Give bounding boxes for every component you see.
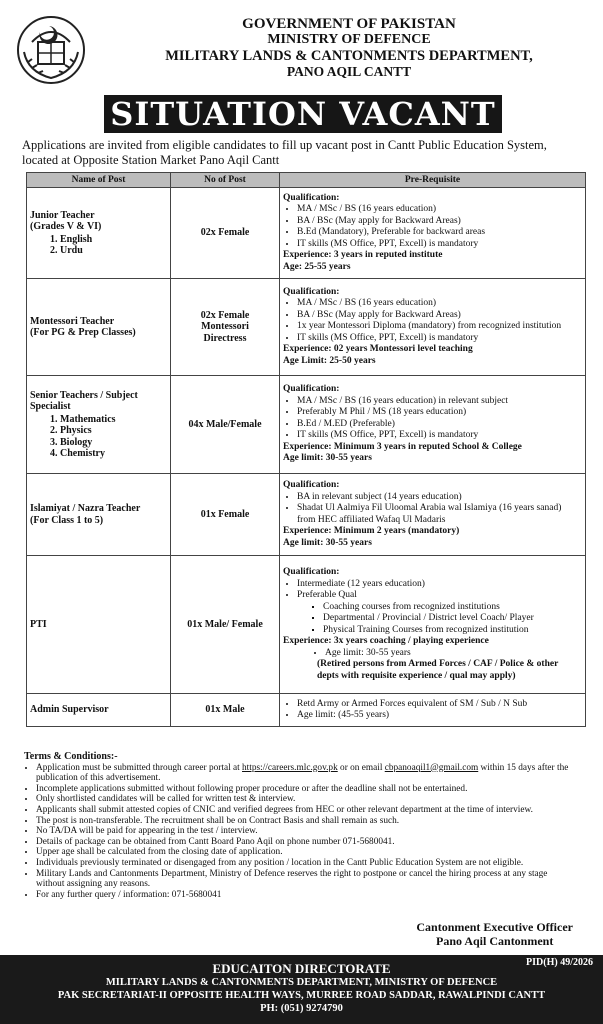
government-emblem-icon bbox=[14, 12, 88, 86]
terms-item: • Details of package can be obtained from Cantt Board Pano Aqil on phone number 071-5680041. bbox=[36, 837, 586, 848]
careers-portal-link[interactable]: https://careers.mlc.gov.pk bbox=[242, 762, 338, 773]
preferable-item: ▪ Coaching courses from recognized institutions bbox=[323, 602, 582, 614]
intro-line: Applications are invited from eligible candidates to fill up vacant post in Cantt Public Education System, bbox=[22, 138, 547, 152]
experience-text: Experience: 02 years Montessori level teaching bbox=[283, 344, 473, 355]
intro-line: located at Opposite Station Market Pano Aqil Cantt bbox=[22, 153, 280, 167]
email-link[interactable]: cbpanoaqil1@gmail.com bbox=[384, 762, 479, 773]
age-list bbox=[283, 648, 582, 660]
qualification-item: • BA in relevant subject (14 years education) bbox=[297, 492, 582, 504]
prerequisite-cell bbox=[280, 279, 586, 376]
post-grade: (Grades V & VI) bbox=[30, 221, 102, 232]
no-of-posts: 01x Male bbox=[205, 704, 245, 716]
qualification-list bbox=[283, 699, 582, 722]
subject-item: 2. Urdu bbox=[50, 245, 83, 256]
qualification-label: Qualification: bbox=[283, 192, 340, 203]
post-name: Junior Teacher bbox=[30, 209, 95, 221]
qualification-item: • MA / MSc / BS (16 years education) in relevant subject bbox=[297, 396, 582, 408]
footer-department: MILITARY LANDS & CANTONMENTS DEPARTMENT, MINISTRY OF DEFENCE bbox=[105, 977, 498, 988]
subject-list bbox=[30, 234, 167, 257]
terms-item: • Incomplete applications submitted without following proper procedure or after the deadline shall not be entertained. bbox=[36, 784, 586, 795]
no-of-posts-cell bbox=[171, 474, 280, 556]
no-of-posts: Directress bbox=[203, 332, 247, 344]
post-grade: (For PG & Prep Classes) bbox=[30, 327, 136, 338]
age-note: (Retired persons from Armed Forces / CAF / Police & other depts with requisite experience / qual may apply) bbox=[317, 659, 559, 681]
qualification-item: • IT skills (MS Office, PPT, Excell) is mandatory bbox=[297, 430, 582, 442]
age-item: • Age limit: 30-55 years bbox=[325, 648, 582, 660]
terms-item bbox=[36, 763, 586, 784]
table-row bbox=[27, 474, 586, 556]
qualification-item: • BA / BSc (May apply for Backward Areas) bbox=[297, 216, 582, 228]
age-text: Age limit: 30-55 years bbox=[283, 537, 372, 548]
subject-list bbox=[30, 414, 167, 460]
qualification-list bbox=[283, 298, 582, 344]
qualification-item: • Preferable Qual bbox=[297, 590, 582, 602]
qualification-list bbox=[283, 204, 582, 250]
qualification-item: • Intermediate (12 years education) bbox=[297, 579, 582, 591]
no-of-posts-cell bbox=[171, 694, 280, 727]
experience-text: Experience: Minimum 2 years (mandatory) bbox=[283, 526, 460, 536]
post-grade: (For Class 1 to 5) bbox=[30, 514, 104, 526]
no-of-posts-cell bbox=[171, 376, 280, 474]
terms-text: or on email bbox=[337, 762, 385, 773]
qualification-item: • IT skills (MS Office, PPT, Excell) is mandatory bbox=[297, 333, 582, 345]
post-name-cell bbox=[27, 279, 171, 376]
post-name-cell bbox=[27, 188, 171, 279]
post-name: Montessori Teacher bbox=[30, 315, 115, 327]
prerequisite-cell bbox=[280, 556, 586, 694]
no-of-posts: 04x Male/Female bbox=[188, 418, 262, 430]
qualification-item: • 1x year Montessori Diploma (mandatory) from recognized institution bbox=[297, 321, 582, 333]
age-text: Age Limit: 25-50 years bbox=[283, 355, 376, 366]
post-name: Admin Supervisor bbox=[30, 704, 109, 716]
column-header-nos: No of Post bbox=[171, 173, 280, 188]
org-line-location: PANO AQIL CANTT bbox=[286, 64, 412, 79]
subject-item: 2. Physics bbox=[50, 425, 92, 436]
qualification-item: • B.Ed / M.ED (Preferable) bbox=[297, 419, 582, 431]
signatory-title: Cantonment Executive Officer bbox=[416, 920, 573, 934]
qualification-item: • BA / BSc (May apply for Backward Areas) bbox=[297, 310, 582, 322]
ad-header bbox=[0, 2, 603, 94]
table-row bbox=[27, 556, 586, 694]
prerequisite-cell bbox=[280, 474, 586, 556]
footer-address: PAK SECRETARIAT-II OPPOSITE HEALTH WAYS, MURREE ROAD SADDAR, RAWALPINDI CANTT bbox=[57, 990, 546, 1001]
qualification-label: Qualification: bbox=[283, 567, 340, 577]
post-name-cell bbox=[27, 376, 171, 474]
post-name: Islamiyat / Nazra Teacher bbox=[30, 503, 141, 514]
preferable-item: ▪ Departmental / Provincial / District level Coach/ Player bbox=[323, 613, 582, 625]
prerequisite-cell bbox=[280, 188, 586, 279]
post-name-cell bbox=[27, 556, 171, 694]
column-header-post: Name of Post bbox=[27, 173, 171, 188]
terms-text: within 15 days after the publication of this advertisement. bbox=[36, 762, 569, 784]
org-line-ministry: MINISTRY OF DEFENCE bbox=[267, 32, 431, 47]
terms-item: • For any further query / information: 071-5680041 bbox=[36, 890, 586, 901]
table-row bbox=[27, 376, 586, 474]
qualification-label: Qualification: bbox=[283, 480, 340, 490]
org-line-department: MILITARY LANDS & CANTONMENTS DEPARTMENT, bbox=[165, 48, 533, 64]
post-name: Senior Teachers / Subject bbox=[30, 389, 138, 401]
qualification-list bbox=[283, 579, 582, 602]
qualification-item: • Shadat Ul Aalmiya Fil Uloomal Arabia wal Islamiya (16 years sanad) from HEC affiliated Wafaq Ul Madaris bbox=[297, 503, 582, 526]
table-row bbox=[27, 188, 586, 279]
qualification-list bbox=[283, 492, 582, 527]
no-of-posts: Montessori bbox=[201, 321, 249, 333]
subject-item: 1. Mathematics bbox=[50, 413, 116, 425]
qualification-item: • MA / MSc / BS (16 years education) bbox=[297, 204, 582, 216]
no-of-posts: 02x Female bbox=[200, 309, 250, 321]
qualification-list bbox=[283, 396, 582, 442]
prerequisite-cell bbox=[280, 694, 586, 727]
table-row bbox=[27, 694, 586, 727]
experience-text: Experience: 3x years coaching / playing experience bbox=[283, 636, 489, 646]
terms-item: • Military Lands and Cantonments Department, Ministry of Defence reserves the right to postpone or cancel the hiring process at any stage without assigning any reasons. bbox=[36, 869, 576, 890]
age-text: Age limit: 30-55 years bbox=[283, 453, 372, 464]
terms-heading: Terms & Conditions:- bbox=[24, 751, 118, 762]
column-header-prerequisite: Pre-Requisite bbox=[280, 173, 586, 188]
terms-item: • The post is non-transferable. The recruitment shall be on Contract Basis and shall remain as such. bbox=[36, 816, 586, 827]
qualification-item: • MA / MSc / BS (16 years education) bbox=[297, 298, 582, 310]
footer-banner bbox=[0, 955, 603, 1024]
post-grade: Specialist bbox=[30, 401, 71, 412]
no-of-posts-cell bbox=[171, 188, 280, 279]
prerequisite-cell bbox=[280, 376, 586, 474]
terms-item: • Only shortlisted candidates will be called for written test & interview. bbox=[36, 794, 586, 805]
signatory-office: Pano Aqil Cantonment bbox=[436, 934, 554, 948]
qualification-item: • B.Ed (Mandatory), Preferable for backward areas bbox=[297, 227, 582, 239]
subject-item: 4. Chemistry bbox=[50, 448, 105, 459]
subject-item: 1. English bbox=[50, 233, 93, 245]
qualification-label: Qualification: bbox=[283, 384, 340, 395]
post-name-cell bbox=[27, 474, 171, 556]
table-row bbox=[27, 279, 586, 376]
terms-and-conditions bbox=[24, 752, 586, 900]
vacancy-table bbox=[26, 172, 586, 727]
qualification-item: • Preferably M Phil / MS (18 years education) bbox=[297, 407, 582, 419]
subject-item: 3. Biology bbox=[50, 436, 93, 448]
qualification-label: Qualification: bbox=[283, 286, 340, 297]
terms-item: • Applicants shall submit attested copies of CNIC and verified degrees from HEC or other relevant department at the time of interview. bbox=[36, 805, 586, 816]
age-text: Age: 25-55 years bbox=[283, 261, 351, 272]
experience-text: Experience: Minimum 3 years in reputed School & College bbox=[283, 441, 522, 452]
post-name: PTI bbox=[30, 618, 47, 630]
terms-list bbox=[24, 763, 586, 901]
org-line-government: GOVERNMENT OF PAKISTAN bbox=[242, 16, 456, 32]
no-of-posts: 01x Female bbox=[200, 508, 250, 520]
preferable-item: ▪ Physical Training Courses from recognized institution bbox=[323, 625, 582, 637]
pid-number: PID(H) 49/2026 bbox=[526, 957, 593, 968]
qualification-item: • IT skills (MS Office, PPT, Excell) is mandatory bbox=[297, 239, 582, 251]
footer-directorate: EDUCAITON DIRECTORATE bbox=[212, 961, 391, 976]
terms-text: Application must be submitted through career portal at bbox=[36, 762, 243, 773]
post-name-cell bbox=[27, 694, 171, 727]
organization-block bbox=[96, 16, 602, 80]
qualification-item: • Age limit: (45-55 years) bbox=[297, 710, 582, 722]
terms-item: • Individuals previously terminated or disengaged from any position / location in the Cantt Public Education System are not eligible. bbox=[36, 858, 586, 869]
no-of-posts: 01x Male/ Female bbox=[187, 618, 263, 630]
table-header-row bbox=[27, 173, 586, 188]
terms-item: • No TA/DA will be paid for appearing in the test / interview. bbox=[36, 826, 586, 837]
intro-paragraph bbox=[22, 138, 582, 168]
preferable-qualification-list bbox=[283, 602, 582, 637]
ad-title: SITUATION VACANT bbox=[104, 95, 502, 133]
terms-item: • Upper age shall be calculated from the closing date of application. bbox=[36, 847, 586, 858]
footer-phone: PH: (051) 9274790 bbox=[260, 1003, 343, 1014]
signature-block bbox=[416, 920, 573, 948]
qualification-item: • Retd Army or Armed Forces equivalent of SM / Sub / N Sub bbox=[297, 699, 582, 711]
no-of-posts-cell bbox=[171, 279, 280, 376]
no-of-posts-cell bbox=[171, 556, 280, 694]
experience-text: Experience: 3 years in reputed institute bbox=[283, 250, 443, 261]
no-of-posts: 02x Female bbox=[200, 227, 250, 239]
